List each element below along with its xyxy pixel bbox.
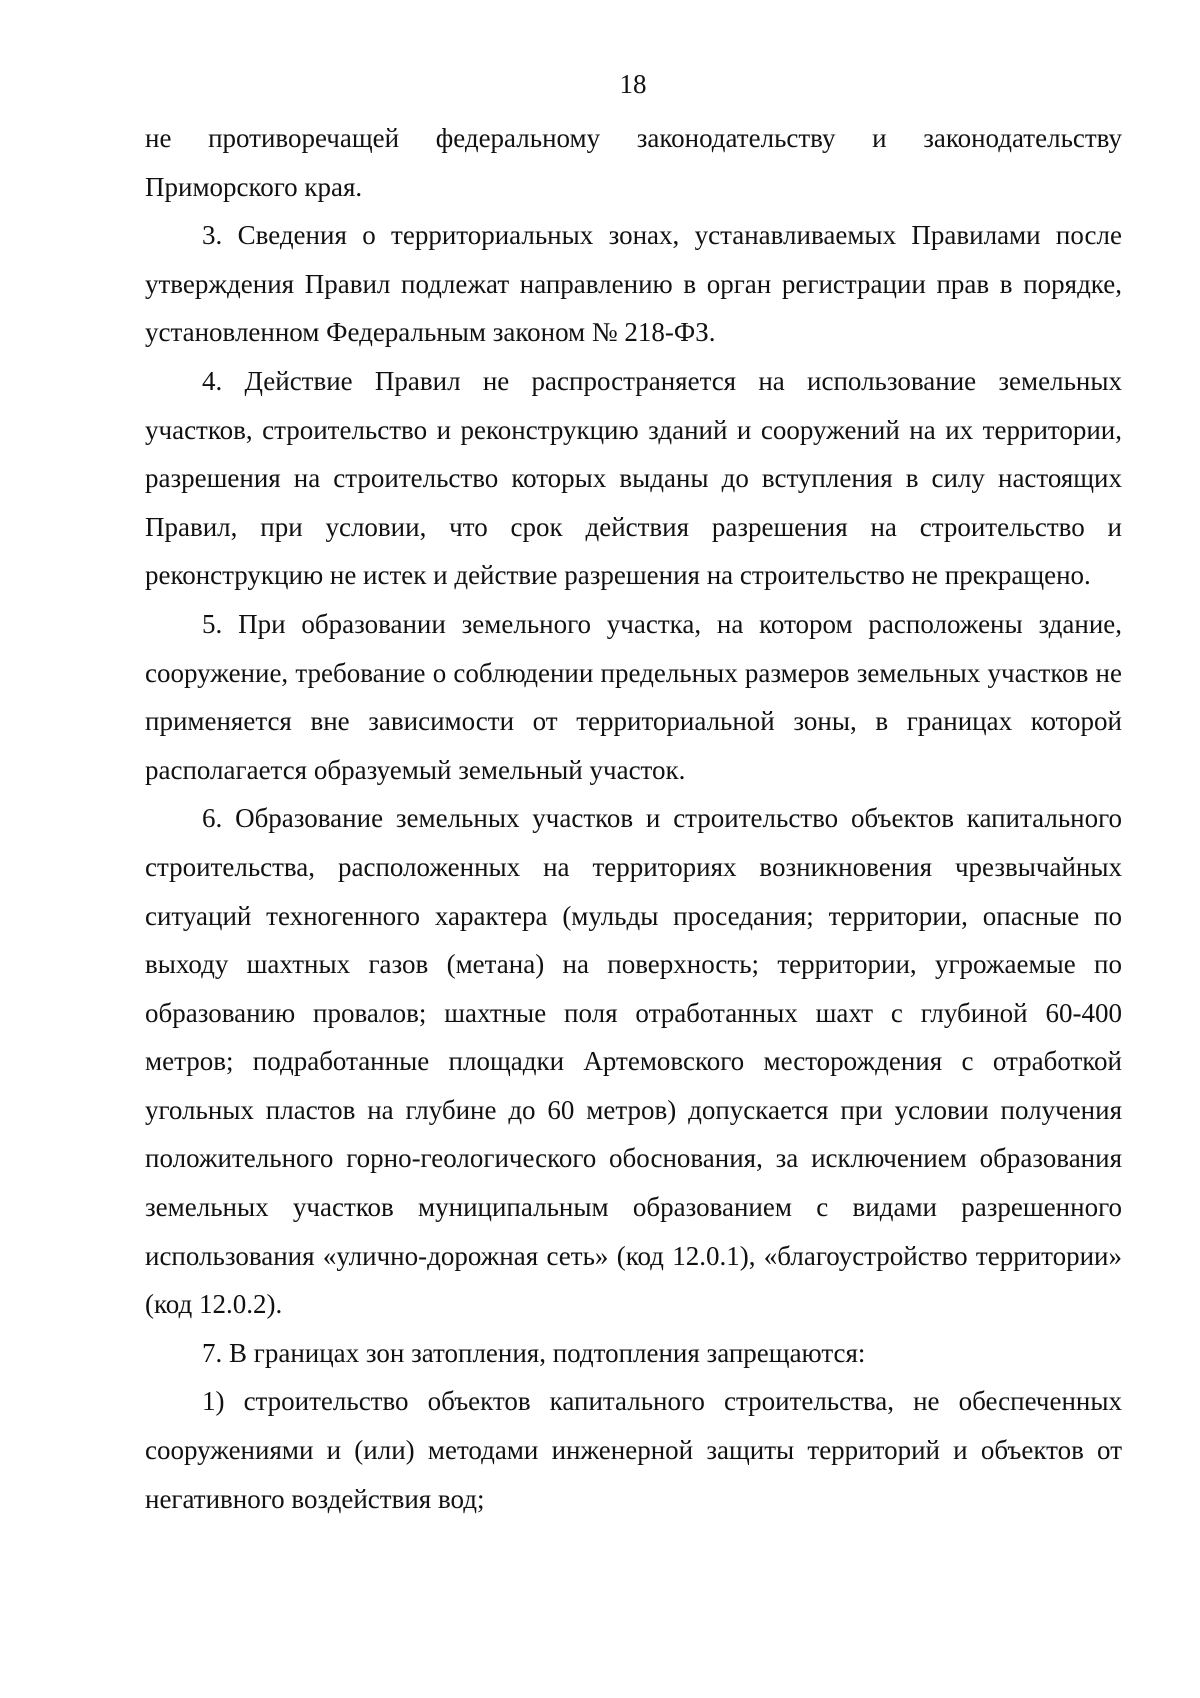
paragraph-continuation: не противоречащей федеральному законодательству и законодательству Приморского края.: [145, 123, 1122, 202]
paragraph-item-7-1: 1) строительство объектов капитального строительства, не обеспеченных сооружениями и (или) методами инженерной защиты территорий и объектов от негативного воздействия вод;: [145, 1386, 1122, 1514]
paragraph-item-4: 4. Действие Правил не распространяется на использование земельных участков, строительство и реконструкцию зданий и сооружений на их территории, разрешения на строительство которых выданы до вступления в силу настоящих Правил, при условии, что срок действия разрешения на строительство и реконструкцию не истек и действие разрешения на строительство не прекращено.: [145, 365, 1122, 591]
paragraph-item-5: 5. При образовании земельного участка, на котором расположены здание, сооружение, требование о соблюдении предельных размеров земельных участков не применяется вне зависимости от территориальной зоны, в границах которой располагается образуемый земельный участок.: [145, 608, 1122, 785]
page-number: 18: [619, 69, 647, 99]
paragraph-item-6: 6. Образование земельных участков и строительство объектов капитального строительства, расположенных на территориях возникновения чрезвычайных ситуаций техногенного характера (мульды проседания; территории, опасные по выходу шахтных газов (метана) на поверхность; территории, угрожаемые по образованию провалов; шахтные поля отработанных шахт с глубиной 60-400 метров; подработанные площадки Артемовского месторождения с отработкой угольных пластов на глубине до 60 метров) допускается при условии получения положительного горно-геологического обоснования, за исключением образования земельных участков муниципальным образованием с видами разрешенного использования «улично-дорожная сеть» (код 12.0.1), «благоустройство территории» (код 12.0.2).: [145, 803, 1122, 1320]
paragraph-item-7: 7. В границах зон затопления, подтопления запрещаются:: [202, 1337, 866, 1368]
document-body: [145, 114, 1122, 1523]
paragraph-item-3: 3. Сведения о территориальных зонах, устанавливаемых Правилами после утверждения Правил подлежат направлению в орган регистрации прав в порядке, установленном Федеральным законом № 218-ФЗ.: [145, 220, 1122, 348]
